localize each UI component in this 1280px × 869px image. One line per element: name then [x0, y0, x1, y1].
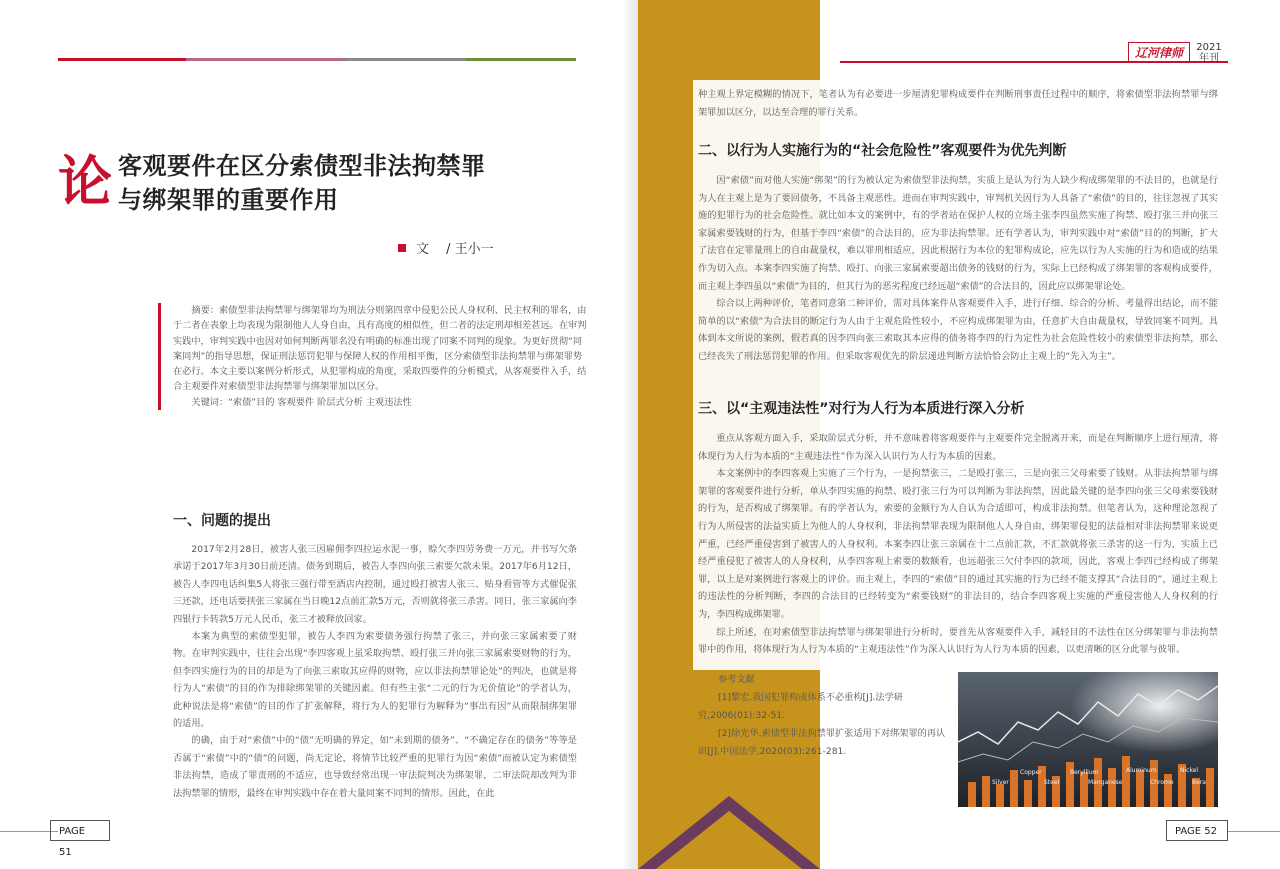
- photo-label: Chrome: [1150, 779, 1174, 786]
- author-name: 文 / 王小一: [416, 242, 494, 257]
- section2-heading: 二、以行为人实施行为的“社会危险性”客观要件为优先判断: [698, 143, 1067, 159]
- page-number-51: PAGE 51: [50, 820, 110, 841]
- section2-body: [698, 172, 1218, 366]
- reference-item: [1]黎宏.我国犯罪构成体系不必重构[J].法学研究,2006(01):32-51.: [698, 692, 903, 721]
- article-title-line2: 与绑架罪的重要作用: [118, 186, 339, 214]
- issue-year: [1196, 42, 1222, 64]
- body-paragraph: 的确，由于对“索债”中的“债”无明确的界定，如“未到期的债务”、“不确定存在的债务”等等是否属于“索债”中的“债”的问题，尚无定论，将情节比较严重的犯罪行为因“索债”而被认定为索债型非法拘禁，造成了罪责刑的不适应，也导致经常出现一审法院判决为绑架罪，二审法院却改判为非法拘禁罪的情形，最终在审判实践中存在着大量同案不同判的情形。因此，在此: [173, 735, 577, 799]
- section1-heading: 一、问题的提出: [173, 513, 271, 529]
- body-paragraph: 重点从客观方面入手，采取阶层式分析，并不意味着将客观要件与主观要件完全脱离开来，而是在判断顺序上进行厘清，将体现行为人行为本质的“主观违法性”作为深入认识行为人行为本质的因素。: [698, 433, 1218, 462]
- photo-label: Silver: [992, 779, 1009, 786]
- keywords-text: 关键词：“索债”目的 客观要件 阶层式分析 主观违法性: [191, 396, 412, 408]
- body-paragraph: 综上所述，在对索债型非法拘禁罪与绑架罪进行分析时，要首先从客观要件入手，减轻目的不法性在区分绑架罪与非法拘禁罪中的作用，将体现行为人行为本质的“主观违法性”作为深入认识行为人行为本质的因素，以更清晰的区分此罪与彼罪。: [698, 626, 1218, 656]
- body-paragraph: 因“索债”而对他人实施“绑架”的行为被认定为索债型非法拘禁，实质上是认为行为人缺少构成绑架罪的不法目的，也就是行为人在主观上是为了要回债务，不具备主观恶性。进而在审判实践中，审判机关因行为人具备了“索债”的目的，往往忽视了其实施的犯罪行为的社会危险性。就比如本文的案例中，有的学者站在保护人权的立场主张李四虽然实施了拘禁、殴打张三并向张三家属索要钱财的行为，但基于李四“索债”的合法目的，应为非法拘禁罪。还有学者认为，审判实践中对“索债”目的的判断，扩大了法官在定罪量刑上的自由裁量权，难以罪刑相适应，因此根据行为本位的犯罪构成论，应先以行为人实施的行为和造成的结果作为切入点。本案李四实施了拘禁、殴打、向张三家属索要超出债务的钱财的行为，实际上已经构成了绑架罪的客观构成要件，而主观上李四虽以“索债”为目的，但其行为的恶劣程度已经远超“索债”的合法目的，因此应以绑架罪论处。: [698, 175, 1218, 292]
- photo-label: Beryllium: [1070, 769, 1099, 776]
- abstract-block: [158, 303, 591, 410]
- title-emphasis-char: 论: [58, 149, 112, 213]
- body-paragraph: 2017年2月28日，被害人张三因雇佣李四拉运水泥一事，赊欠李四劳务费一万元，并书写欠条承诺于2017年3月30日前还清。债务到期后，被告人李四向张三索要欠款未果。2017年6月12日，被告人李四电话纠集5人将张三强行带至酒店内控制，通过殴打被害人张三、贴身看管等方式催促张三还款，还电话要挟张三家属在当日晚12点前汇款5万元，否则就将张三杀害。同日，张三家属向李四银行卡转款5万元人民币，张三才被释放回家。: [173, 544, 577, 625]
- photo-label: Copper: [1020, 769, 1042, 776]
- top-stripe-red: [58, 58, 186, 61]
- references-block: [698, 671, 946, 761]
- body-paragraph: 本案为典型的索债型犯罪，被告人李四为索要债务强行拘禁了张三，并向张三家属索要了财物。在审判实践中，往往会出现“李四客观上虽采取拘禁、殴打张三并向张三家属索要财物的行为，但李四实施行为的目的却是为了向张三索取其应得的财物，应以非法拘禁罪论处”的判决，也就是将行为人“索债”的目的作为排除绑架罪的关键因素。但有些主张“二元的行为无价值论”的学者认为，此种说法是将“索债”的目的作了扩张解释，将行为人的犯罪行为解释为“事出有因”从而限制绑架罪的适用。: [173, 631, 577, 730]
- footer-rule-right: [1228, 831, 1280, 832]
- article-title-line1: 客观要件在区分索债型非法拘禁罪: [118, 152, 486, 180]
- author-byline: [398, 238, 494, 257]
- body-paragraph: 种主观上界定模糊的情况下，笔者认为有必要进一步厘清犯罪构成要件在判断刑事责任过程中的顺序，将索债型非法拘禁罪与绑架罪加以区分，以达至合理的罪行关系。: [698, 89, 1218, 118]
- body-left-column: [173, 541, 577, 802]
- photo-label: Nickel: [1180, 767, 1199, 774]
- top-stripe-green: [466, 58, 576, 61]
- chevron-decor-icon: [638, 778, 820, 869]
- photo-label: Aluminum: [1126, 767, 1157, 774]
- header-rule: [840, 61, 1120, 63]
- top-stripe-gray: [346, 58, 466, 61]
- photo-label: Bera: [1192, 779, 1206, 786]
- reference-item: [2]徐光华.索债型非法拘禁罪扩张适用下对绑架罪的再认识[J].中国法学,2020(03):261-281.: [698, 728, 946, 757]
- abstract-text: 摘要：索债型非法拘禁罪与绑架罪均为刑法分则第四章中侵犯公民人身权利、民主权利的罪名，由于二者在表象上均表现为限制他人人身自由，具有高度的相似性，但二者的法定刑却相差甚远。在审判实践中，审判实践中也因对如何判断两罪名没有明确的标准出现了同案不同判的现象。为更好贯彻“同案同判”的指导思想，保证刑法惩罚犯罪与保障人权的作用相平衡，区分索债型非法拘禁罪与绑架罪势在必行。本文主要以案例分析形式，从犯罪构成的角度，采取四要件的分析模式，从客观要件入手，结合主观要件对索债型非法拘禁罪与绑架罪加以区分。: [173, 305, 587, 393]
- page-number-52: PAGE 52: [1166, 820, 1228, 841]
- photo-label: Manganese: [1088, 779, 1123, 786]
- finance-photo-image: [958, 672, 1218, 807]
- references-title: 参考文献: [718, 674, 755, 685]
- finance-chart-illustration: [958, 672, 1218, 807]
- body-paragraph: 综合以上两种评价，笔者同意第二种评价，需对具体案件从客观要件入手，进行仔细、综合的分析、考量得出结论，而不能简单的以“索债”为合法目的断定行为人由于主观危险性较小，不应构成绑架罪为由，任意扩大自由裁量权，导致同案不同判。具体到本文所说的案例，假若真的因李四向张三索取其本应得的债务将李四的行为定性为社会危险性较小的索债型非法拘禁，那么已经丧失了刑法惩罚犯罪的作用。但采取客观优先的阶层递进判断方法恰恰会防止主观上的“先入为主”。: [698, 298, 1218, 362]
- section3-heading: 三、以“主观违法性”对行为人行为本质进行深入分析: [698, 401, 1025, 417]
- magazine-logo: 辽河律师: [1128, 42, 1190, 62]
- body-paragraph: 本文案例中的李四客观上实施了三个行为，一是拘禁张三，二是殴打张三，三是向张三父母索要了钱财。从非法拘禁罪与绑架罪的客观要件进行分析，单从李四实施的拘禁、殴打张三行为可以判断为非法拘禁，因此最关键的是李四向张三父母索要钱财的行为，是否构成了绑架罪。有的学者认为，索要的金额行为人自认为合适即可，构成非法拘禁。但笔者认为，这种理论忽视了行为人所侵害的法益实质上为他人的人身权利，非法拘禁罪表现为限制他人人身自由，绑架罪侵犯的法益相对非法拘禁罪来说更严重，已经严重侵害到了被害人的人身权利。本案李四让张三亲属在十二点前汇款，不汇款就将张三杀害的这一行为，实质上已经严重侵犯了被害人的人身权利，从李四客观上索要的数额看，也远超张三欠付李四的款项，因此，客观上李四已经构成了绑架罪，以上是对案例进行客观上的评价。而主观上，李四的“索债”目的通过其实施的行为已经不能支撑其“合法目的”，通过主观上的违法性的分析判断，李四的合法目的已经转变为“索要钱财”的非法目的，结合李四客观上实施的严重侵害他人人身权利的行为，李四构成绑架罪。: [698, 468, 1218, 620]
- bullet-square-icon: [398, 244, 406, 252]
- year-number: 2021: [1196, 42, 1222, 53]
- year-label: 年刊: [1199, 53, 1219, 64]
- photo-label: Steel: [1044, 779, 1060, 786]
- intro-continued: [698, 86, 1218, 121]
- section3-body: [698, 430, 1218, 659]
- page-gutter-shadow: [622, 0, 638, 869]
- top-stripe-pink: [186, 58, 346, 61]
